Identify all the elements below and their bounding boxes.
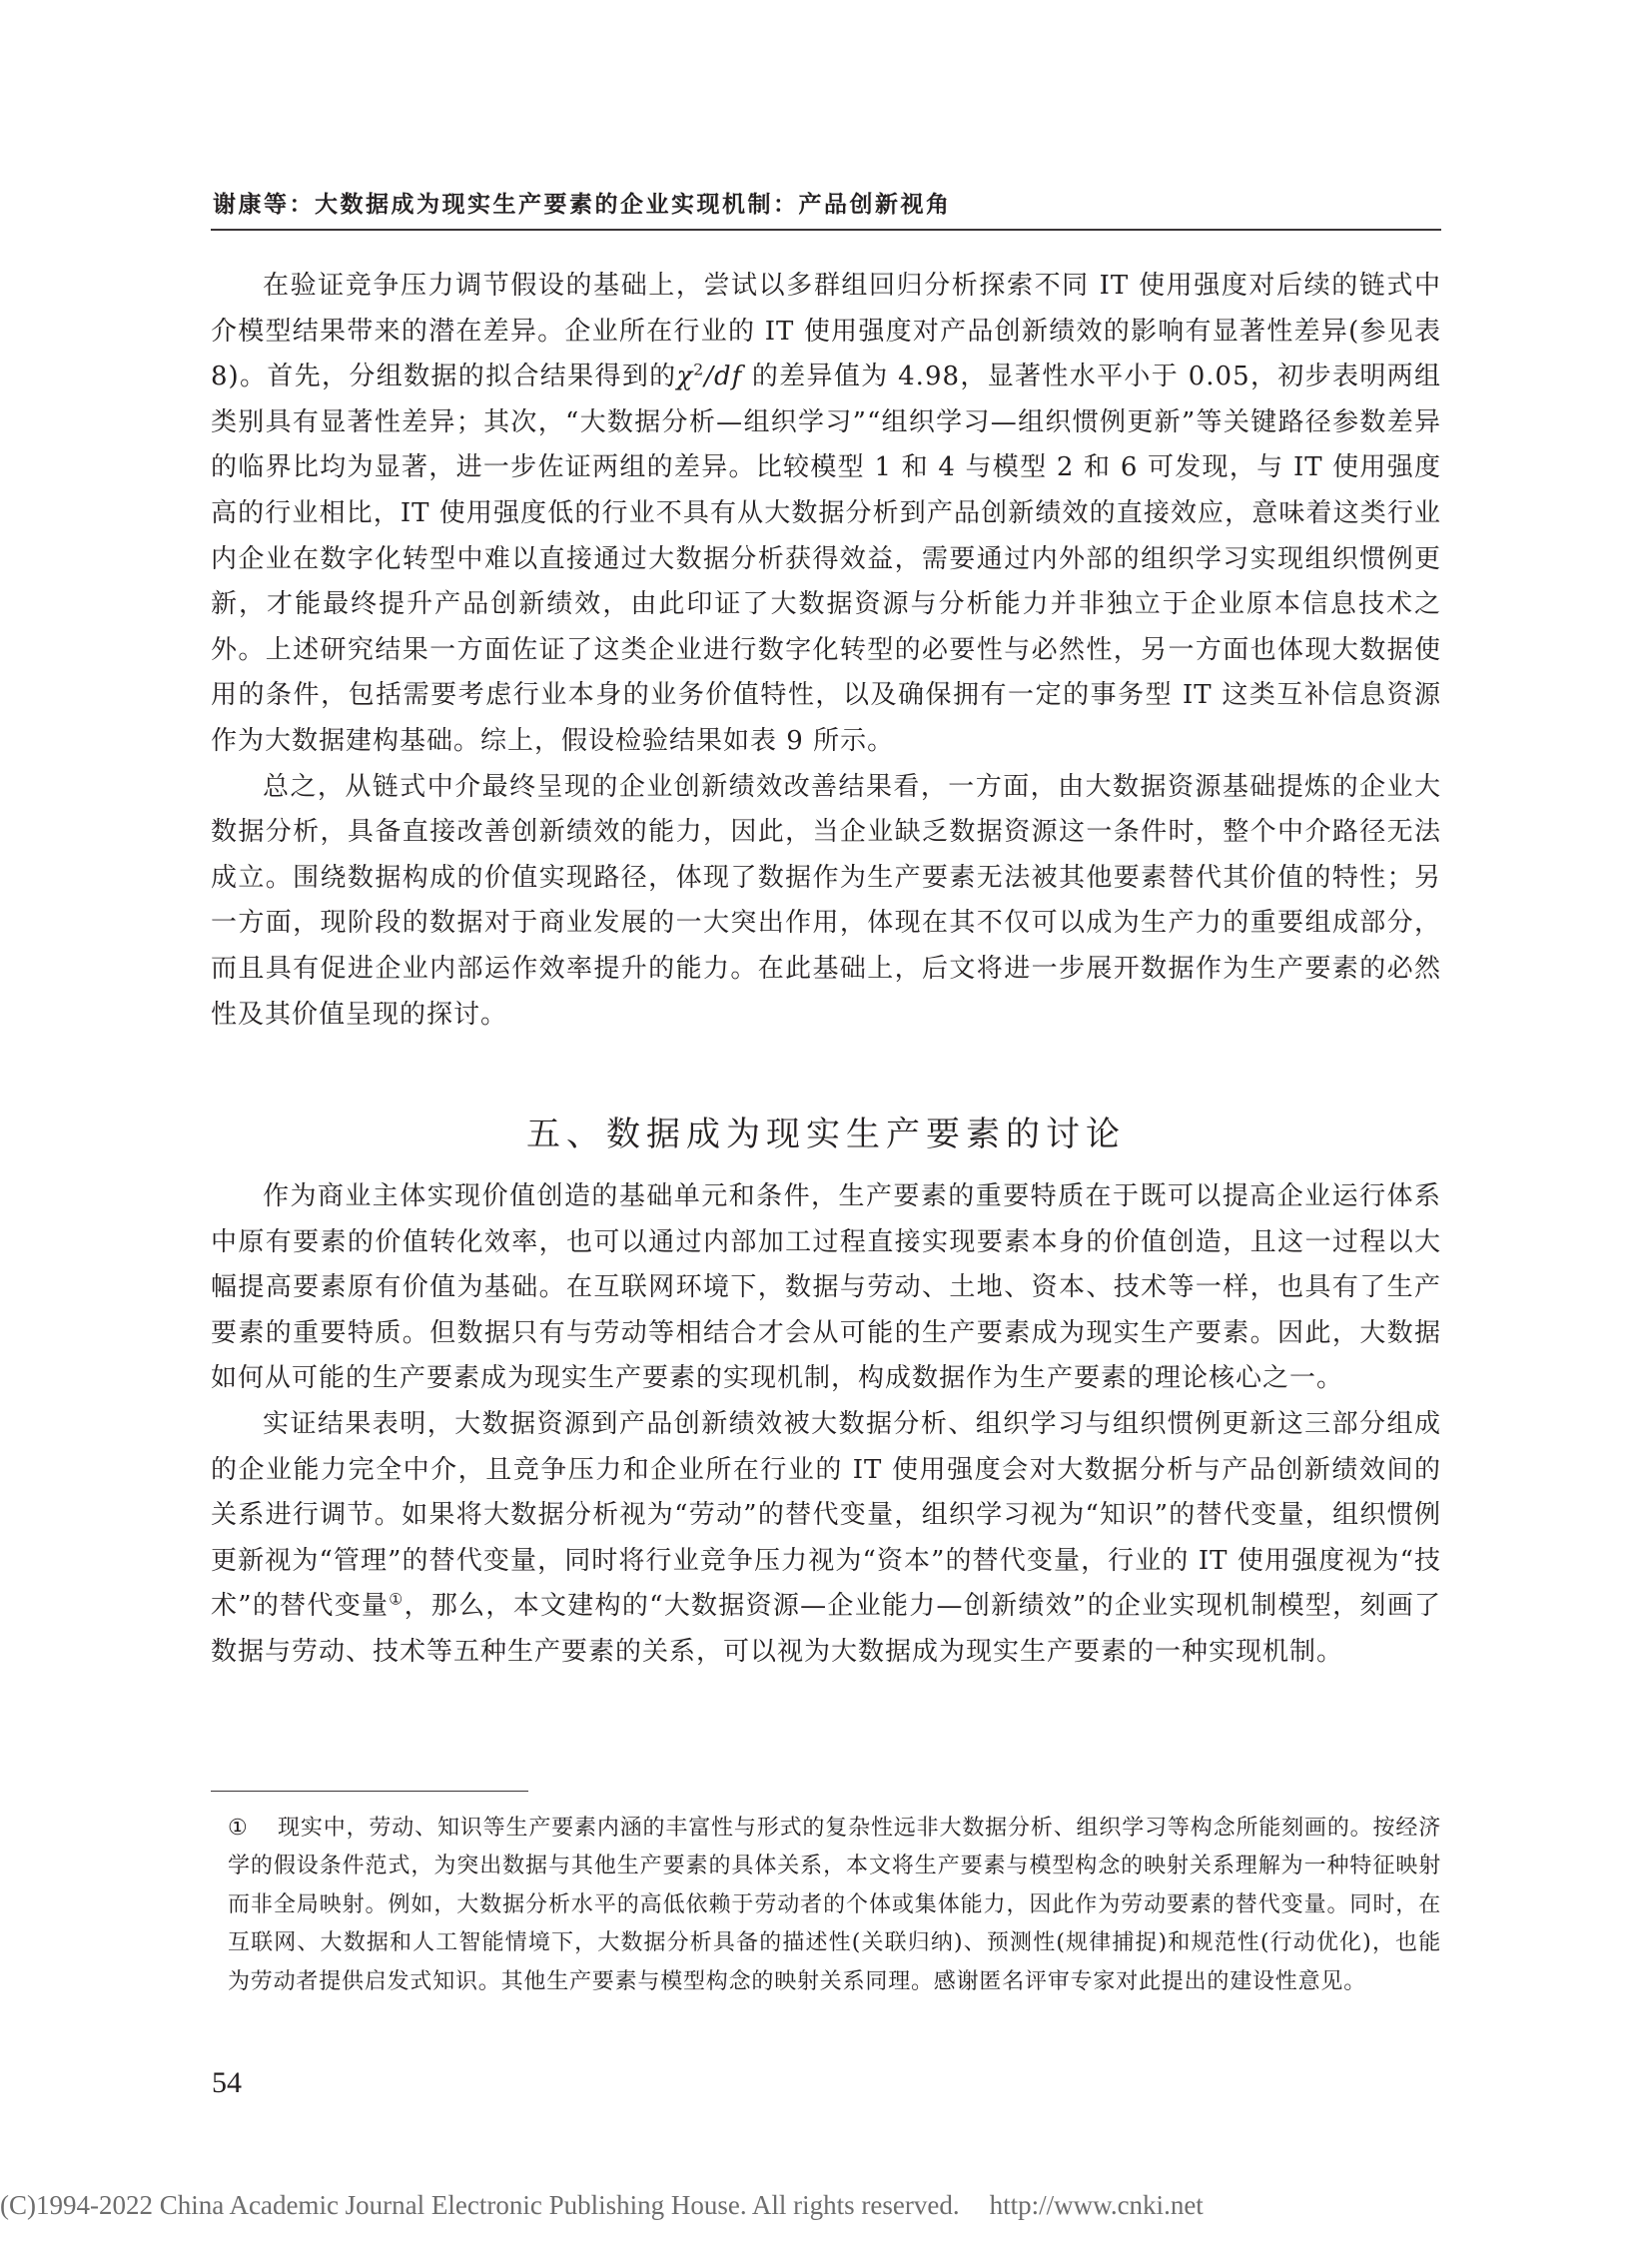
footnote-divider [211, 1791, 528, 1792]
paragraph: 作为商业主体实现价值创造的基础单元和条件，生产要素的重要特质在于既可以提高企业运行体系中原有要素的价值转化效率，也可以通过内部加工过程直接实现要素本身的价值创造，且这一过程以大幅提高要素原有价值为基础。在互联网环境下，数据与劳动、土地、资本、技术等一样，也具有了生产要素的重要特质。但数据只有与劳动等相结合才会从可能的生产要素成为现实生产要素。因此，大数据如何从可能的生产要素成为现实生产要素的实现机制，构成数据作为生产要素的理论核心之一。 [211, 1181, 1441, 1394]
superscript: 2 [693, 361, 705, 379]
footnote-mark: ① [228, 1816, 249, 1841]
paragraph: 总之，从链式中介最终呈现的企业创新绩效改善结果看，一方面，由大数据资源基础提炼的企业大数据分析，具备直接改善创新绩效的能力，因此，当企业缺乏数据资源这一条件时，整个中介路径无法成立。围绕数据构成的价值实现路径，体现了数据作为生产要素无法被其他要素替代其价值的特性；另一方面，现阶段的数据对于商业发展的一大突出作用，体现在其不仅可以成为生产力的重要组成部分，而且具有促进企业内部运作效率提升的能力。在此基础上，后文将进一步展开数据作为生产要素的必然性及其价值呈现的探讨。 [211, 771, 1441, 1030]
footnote [228, 1810, 1441, 2001]
footnote-text: 现实中，劳动、知识等生产要素内涵的丰富性与形式的复杂性远非大数据分析、组织学习等构念所能刻画的。按经济学的假设条件范式，为突出数据与其他生产要素的具体关系，本文将生产要素与模型构念的映射关系理解为一种特征映射而非全局映射。例如，大数据分析水平的高低依赖于劳动者的个体或集体能力，因此作为劳动要素的替代变量。同时，在互联网、大数据和人工智能情境下，大数据分析具备的描述性(关联归纳)、预测性(规律捕捉)和规范性(行动优化)，也能为劳动者提供启发式知识。其他生产要素与模型构念的映射关系同理。感谢匿名评审专家对此提出的建设性意见。 [228, 1816, 1441, 1994]
df-symbol: /df [704, 362, 743, 392]
paragraph-text: ，那么，本文建构的“大数据资源—企业能力—创新绩效”的企业实现机制模型，刻画了数据与劳动、技术等五种生产要素的关系，可以视为大数据成为现实生产要素的一种实现机制。 [211, 1591, 1441, 1667]
section-heading: 五、数据成为现实生产要素的讨论 [526, 1115, 1126, 1154]
paragraph [211, 1402, 1441, 1676]
paragraph [211, 264, 1441, 765]
footnote-reference[interactable]: ① [389, 1590, 405, 1609]
body-text-lower [211, 1174, 1441, 1676]
paragraph-text: 的差异值为 4.98，显著性水平小于 0.05，初步表明两组类别具有显著性差异；其次，“大数据分析—组织学习”“组织学习—组织惯例更新”等关键路径参数差异的临界比均为显著，进一步佐证两组的差异。比较模型 1 和 4 与模型 2 和 6 可发现，与 IT 使用强度高的行业相比，IT 使用强度低的行业不具有从大数据分析到产品创新绩效的直接效应，意味着这类行业内企业在数字化转型中难以直接通过大数据分析获得效益，需要通过内外部的组织学习实现组织惯例更新，才能最终提升产品创新绩效，由此印证了大数据资源与分析能力并非独立于企业原本信息技术之外。上述研究结果一方面佐证了这类企业进行数字化转型的必要性与必然性，另一方面也体现大数据使用的条件，包括需要考虑行业本身的业务价值特性，以及确保拥有一定的事务型 IT 这类互补信息资源作为大数据建构基础。综上，假设检验结果如表 9 所示。 [211, 362, 1441, 756]
chi-square-symbol: χ [676, 362, 694, 392]
page-number: 54 [212, 2066, 242, 2099]
paragraph-text: 实证结果表明，大数据资源到产品创新绩效被大数据分析、组织学习与组织惯例更新这三部分组成的企业能力完全中介，且竞争压力和企业所在行业的 IT 使用强度会对大数据分析与产品创新绩效间的关系进行调节。如果将大数据分析视为“劳动”的替代变量，组织学习视为“知识”的替代变量，组织惯例更新视为“管理”的替代变量，同时将行业竞争压力视为“资本”的替代变量，行业的 IT 使用强度视为“技术”的替代变量 [211, 1408, 1441, 1622]
cnki-link[interactable]: http://www.cnki.net [989, 2190, 1204, 2220]
paragraph-text: 在验证竞争压力调节假设的基础上，尝试以多群组回归分析探索不同 IT 使用强度对后续的链式中介模型结果带来的潜在差异。企业所在行业的 IT 使用强度对产品创新绩效的影响有显著性差异(参见表 8)。首先，分组数据的拟合结果得到的 [211, 271, 1441, 392]
copyright-line [0, 2190, 1204, 2221]
header-divider [211, 229, 1441, 231]
copyright-text: (C)1994-2022 China Academic Journal Electronic Publishing House. All rights reserved. [0, 2190, 960, 2220]
running-header: 谢康等：大数据成为现实生产要素的企业实现机制：产品创新视角 [213, 192, 952, 218]
body-text-upper [211, 264, 1441, 1038]
